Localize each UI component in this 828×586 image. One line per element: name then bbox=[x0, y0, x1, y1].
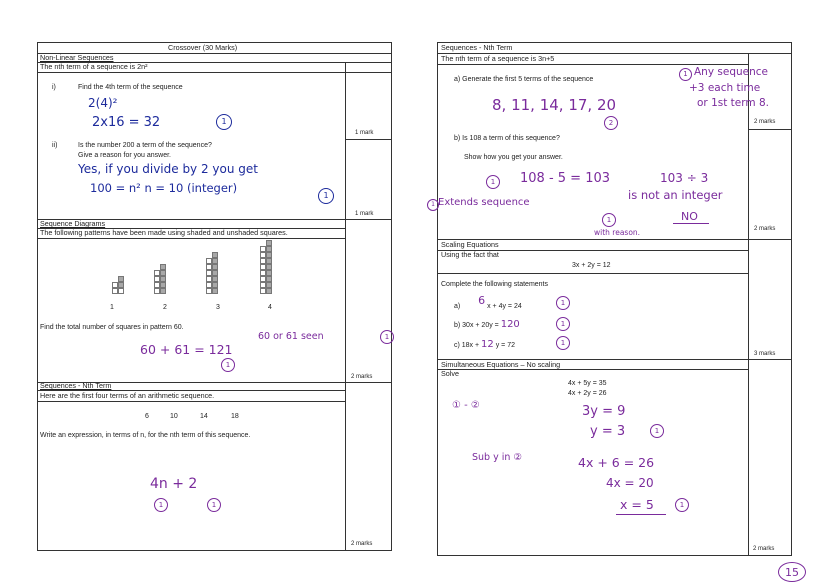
section-heading: Sequences - Nth Term bbox=[40, 381, 112, 390]
handwritten-answer: 60 + 61 = 121 bbox=[140, 342, 233, 357]
mark-circle: 1 bbox=[318, 188, 334, 204]
question-text: a) Generate the first 5 terms of the sequence bbox=[454, 76, 594, 83]
given-equation: 3x + 2y = 12 bbox=[572, 262, 611, 269]
pattern-label: 4 bbox=[268, 304, 272, 311]
mark-circle: 2 bbox=[604, 116, 618, 130]
statement-label: a) bbox=[454, 303, 461, 310]
handwritten-note: Extends sequence bbox=[438, 197, 530, 208]
question-text: Find the total number of squares in pattern 60. bbox=[40, 324, 184, 331]
mark-circle: 1 bbox=[154, 498, 168, 512]
handwritten-working: 4x = 20 bbox=[606, 476, 654, 490]
mark-circle: 1 bbox=[556, 317, 570, 331]
mark-circle: 1 bbox=[486, 175, 500, 189]
section-intro: Using the fact that bbox=[441, 250, 499, 259]
handwritten-working: 2(4)² bbox=[88, 96, 118, 110]
mark-allocation: 1 mark bbox=[355, 211, 374, 217]
sequence-term: 6 bbox=[145, 413, 149, 420]
total-score bbox=[778, 562, 806, 582]
sequence-term: 14 bbox=[200, 413, 208, 420]
handwritten-note: Any sequence bbox=[694, 66, 768, 78]
handwritten-note: Sub y in ② bbox=[472, 452, 522, 463]
statement-a bbox=[454, 294, 522, 311]
section-intro: The nth term of a sequence is 2n² bbox=[40, 62, 148, 71]
mark-circle: 1 bbox=[427, 199, 439, 211]
handwritten-answer: 2x16 = 32 bbox=[92, 115, 161, 130]
question-text: Give a reason for you answer. bbox=[78, 152, 171, 159]
mark-allocation: 3 marks bbox=[754, 351, 776, 357]
handwritten-working: 3y = 9 bbox=[582, 404, 626, 419]
handwritten-note: with reason. bbox=[594, 228, 641, 237]
pattern-diagrams bbox=[100, 240, 300, 300]
mark-allocation: 2 marks bbox=[351, 541, 373, 547]
mark-allocation: 2 marks bbox=[753, 546, 775, 552]
statement-blank[interactable]: 12 bbox=[481, 339, 494, 350]
section-heading: Sequences - Nth Term bbox=[441, 43, 513, 52]
section-intro: Solve bbox=[441, 369, 459, 378]
total-score-value: 15 bbox=[785, 566, 799, 579]
mark-circle: 1 bbox=[556, 296, 570, 310]
mark-circle: 1 bbox=[602, 213, 616, 227]
mark-circle: 1 bbox=[380, 330, 394, 344]
handwritten-working: 4x + 6 = 26 bbox=[578, 455, 655, 470]
handwritten-answer: 8, 11, 14, 17, 20 bbox=[492, 96, 617, 114]
section-heading: Sequence Diagrams bbox=[40, 219, 106, 228]
mark-circle: 1 bbox=[207, 498, 221, 512]
mark-allocation: 1 mark bbox=[355, 130, 374, 136]
pattern-label: 3 bbox=[216, 304, 220, 311]
handwritten-working: ① - ② bbox=[452, 400, 480, 411]
question-text: Show how you get your answer. bbox=[464, 154, 563, 161]
question-number: ii) bbox=[52, 142, 58, 149]
handwritten-answer: 4n + 2 bbox=[150, 476, 198, 492]
handwritten-working: y = 3 bbox=[590, 424, 626, 439]
mark-allocation: 2 marks bbox=[754, 226, 776, 232]
pattern-label: 1 bbox=[110, 304, 114, 311]
handwritten-note: or 1st term 8. bbox=[697, 97, 769, 109]
question-text: Write an expression, in terms of n, for the nth term of this sequence. bbox=[40, 432, 251, 439]
mark-circle: 1 bbox=[216, 114, 232, 130]
statement-blank[interactable]: 120 bbox=[500, 319, 520, 330]
sequence-term: 18 bbox=[231, 413, 239, 420]
section-intro: The nth term of a sequence is 3n+5 bbox=[441, 54, 555, 63]
handwritten-working: 108 - 5 = 103 bbox=[520, 171, 611, 186]
sequence-term: 10 bbox=[170, 413, 178, 420]
handwritten-answer: Yes, if you divide by 2 you get bbox=[78, 162, 258, 176]
equation-1: 4x + 5y = 35 bbox=[568, 380, 607, 387]
mark-circle: 1 bbox=[650, 424, 664, 438]
section-heading: Scaling Equations bbox=[441, 240, 499, 249]
section-intro: Here are the first four terms of an arithmetic sequence. bbox=[40, 391, 215, 400]
pattern-label: 2 bbox=[163, 304, 167, 311]
handwritten-answer: x = 5 bbox=[620, 497, 654, 512]
paper-title: Crossover (30 Marks) bbox=[168, 43, 238, 52]
statement-text: x + 4y = 24 bbox=[487, 303, 522, 310]
question-number: i) bbox=[52, 84, 56, 91]
question-text: b) Is 108 a term of this sequence? bbox=[454, 135, 560, 142]
handwritten-answer: NO bbox=[681, 210, 698, 223]
statement-blank[interactable]: 6 bbox=[478, 294, 486, 307]
statement-text: b) 30x + 20y = bbox=[454, 322, 501, 329]
mark-circle: 1 bbox=[675, 498, 689, 512]
handwritten-working: is not an integer bbox=[628, 188, 723, 202]
section-intro: The following patterns have been made using shaded and unshaded squares. bbox=[40, 228, 288, 237]
mark-allocation: 2 marks bbox=[754, 119, 776, 125]
handwritten-answer: 100 = n² n = 10 (integer) bbox=[90, 181, 238, 195]
handwritten-note: +3 each time bbox=[689, 82, 761, 94]
equation-2: 4x + 2y = 26 bbox=[568, 390, 607, 397]
statement-b bbox=[454, 321, 520, 330]
section-heading: Simultaneous Equations – No scaling bbox=[441, 360, 561, 369]
handwritten-working: 103 ÷ 3 bbox=[660, 171, 709, 185]
question-text: Find the 4th term of the sequence bbox=[78, 84, 183, 91]
section-heading: Non-Linear Sequences bbox=[40, 53, 114, 62]
handwritten-note: 60 or 61 seen bbox=[258, 331, 324, 342]
statement-c bbox=[454, 341, 515, 350]
statement-text: y = 72 bbox=[495, 342, 515, 349]
mark-allocation: 2 marks bbox=[351, 374, 373, 380]
mark-circle: 1 bbox=[556, 336, 570, 350]
statement-text: c) 18x + bbox=[454, 342, 482, 349]
mark-circle: 1 bbox=[221, 358, 235, 372]
mark-circle: 1 bbox=[679, 68, 692, 81]
question-text: Is the number 200 a term of the sequence? bbox=[78, 142, 212, 149]
instruction-text: Complete the following statements bbox=[441, 281, 548, 288]
